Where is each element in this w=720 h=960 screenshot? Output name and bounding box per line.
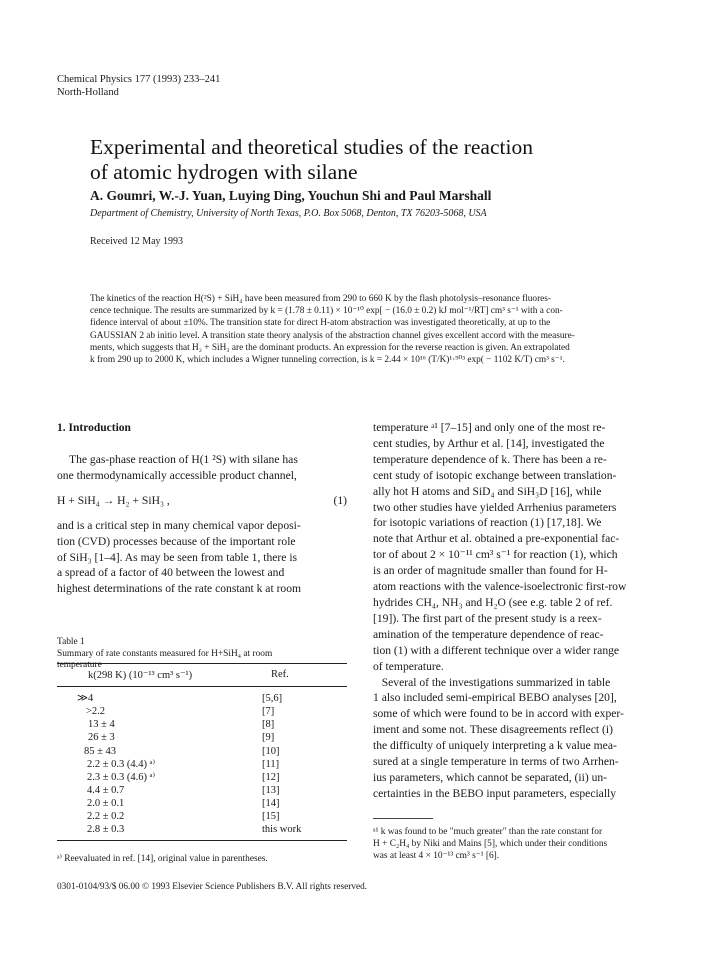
abstract-line: The kinetics of the reaction H(²S) + SiH₄ have been measured from 290 to 660 K by the flash photolysis–resonance fluores- (90, 294, 552, 304)
equation-number: (1) (333, 493, 347, 507)
abstract (90, 293, 650, 366)
table-body (0, 692, 350, 837)
body-line: iment and some not. These disagreements reflect (i) (373, 723, 613, 737)
body-line: tion (CVD) processes because of the important role (57, 534, 296, 548)
table-row (0, 797, 350, 810)
table-cell-ref: [14] (262, 798, 280, 810)
table-cell-ref: [5,6] (262, 693, 283, 704)
body-line: cent studies, by Arthur et al. [14], investigated the (373, 436, 605, 450)
body-line: ally hot H atoms and SiD₄ and SiH₃D [16], while (373, 484, 602, 498)
section-heading: 1. Introduction (57, 422, 131, 434)
article-title (90, 135, 650, 185)
table-cell-value: 85 ± 43 (84, 745, 117, 757)
body-line: one thermodynamically accessible product channel, (57, 468, 297, 482)
abstract-line: fidence interval of about ±10%. The transition state for direct H-atom abstraction was investigated theoretically, at up to the (90, 318, 551, 329)
table-cell-ref: [8] (262, 719, 275, 731)
journal-citation (57, 73, 220, 99)
table-bottom-rule (57, 840, 347, 841)
table-cell-value: >2.2 (86, 706, 106, 718)
table-cell-value: 26 ± 3 (88, 732, 115, 744)
footnote-line: ᵃ¹ k was found to be "much greater" than the rate constant for (373, 827, 603, 837)
table-cell-ref: [7] (262, 706, 275, 718)
table-row (0, 810, 350, 823)
footnote (373, 826, 668, 863)
abstract-line: GAUSSIAN 2 ab initio level. A transition state theory analysis of the abstraction channel gives excellent accord with the measure- (90, 330, 575, 341)
table-header-rule (57, 686, 347, 687)
table-cell-value: 2.8 ± 0.3 (87, 824, 125, 836)
footnote-line: H + C₂H₄ by Niki and Mains [5], which under their conditions (373, 839, 608, 850)
left-column (57, 452, 347, 597)
right-column (373, 420, 665, 802)
body-line: two other studies have yielded Arrhenius parameters (373, 500, 617, 514)
copyright-line: 0301-0104/93/$ 06.00 © 1993 Elsevier Science Publishers B.V. All rights reserved. (57, 882, 368, 892)
received-date: Received 12 May 1993 (90, 236, 184, 247)
body-line: amination of the temperature dependence of reac- (373, 627, 604, 641)
table-row (0, 718, 350, 731)
body-line: temperature dependence of k. There has been a re- (373, 452, 607, 466)
body-line: Several of the investigations summarized in table (373, 675, 611, 689)
table-cell-value: 2.2 ± 0.3 (4.4) ᵃ⁾ (87, 758, 156, 770)
body-line: The gas-phase reaction of H(1 ²S) with silane has (69, 453, 298, 466)
body-line: cent study of isotopic exchange between translation- (373, 468, 617, 482)
body-line: and is a critical step in many chemical vapor deposi- (57, 518, 301, 532)
table-caption-line: temperature (57, 660, 102, 671)
body-line: tor of about 2 × 10⁻¹¹ cm³ s⁻¹ for reaction (1), which (373, 548, 618, 562)
table-cell-ref: [12] (262, 771, 280, 783)
body-line: the difficulty of uniquely interpreting a k value mea- (373, 739, 617, 753)
author-list: A. Goumri, W.-J. Yuan, Luying Ding, Youchun Shi and Paul Marshall (90, 188, 492, 203)
table-col-header-k: k(298 K) (10⁻¹³ cm³ s⁻¹) (88, 670, 193, 681)
table-row (0, 705, 350, 718)
body-line: highest determinations of the rate constant k at room (57, 582, 302, 596)
body-line: tion (1) with a different technique over a wider range (373, 643, 620, 657)
equation-row (57, 493, 347, 509)
publisher-line: North-Holland (57, 87, 119, 98)
table-caption (57, 637, 347, 672)
body-line: atom reactions with the valence-isoelectronic first-row (373, 580, 627, 594)
table-row (0, 731, 350, 744)
body-line: temperature ᵃ¹ [7–15] and only one of the most re- (373, 421, 606, 434)
journal-volume-line: Chemical Physics 177 (1993) 233–241 (57, 74, 221, 85)
table-cell-value: 2.0 ± 0.1 (87, 798, 125, 810)
title-line-2: of atomic hydrogen with silane (90, 160, 358, 184)
table-caption-line: Summary of rate constants measured for H+SiH₄ at room (57, 648, 273, 659)
table-top-rule (57, 663, 347, 664)
body-line: 1 also included semi-empirical BEBO analyses [20], (373, 691, 617, 705)
table-cell-ref: [11] (262, 758, 280, 770)
abstract-line: k from 290 up to 2000 K, which includes a Wigner tunneling correction, is k = 2.44 × 10¹⁶ (T/K)¹·⁹⁰³ exp( − 1102 K/T) cm³ s⁻¹. (90, 355, 565, 366)
footnote-rule (373, 818, 433, 819)
equation: H + SiH₄ → H₂ + SiH₃ , (57, 493, 170, 507)
body-line: of SiH₃ [1–4]. As may be seen from table 1, there is (57, 550, 298, 564)
table-row (0, 823, 350, 836)
table-footnote: ᵃ⁾ Reevaluated in ref. [14], original value in parentheses. (57, 854, 268, 864)
table-row (0, 692, 350, 705)
body-line: is an order of magnitude smaller than found for H- (373, 564, 608, 578)
body-line: note that Arthur et al. obtained a pre-exponential fac- (373, 532, 620, 546)
table-row (0, 784, 350, 797)
affiliation: Department of Chemistry, University of North Texas, P.O. Box 5068, Denton, TX 76203-5068, USA (90, 208, 487, 219)
table-col-header-ref: Ref. (271, 669, 289, 680)
body-line: certainties in the BEBO input parameters, especially (373, 786, 617, 800)
table-cell-value: 4.4 ± 0.7 (87, 784, 125, 796)
table-cell-value: 2.3 ± 0.3 (4.6) ᵃ⁾ (87, 771, 156, 783)
table-cell-value: 2.2 ± 0.2 (87, 811, 125, 823)
table-label: Table 1 (57, 637, 85, 647)
body-line: a spread of a factor of 40 between the lowest and (57, 566, 285, 580)
body-line: hydrides CH₄, NH₃ and H₂O (see e.g. table 2 of ref. (373, 595, 613, 609)
table-cell-ref: [15] (262, 811, 280, 823)
table-cell-value: 13 ± 4 (88, 719, 115, 731)
table-cell-ref: [10] (262, 745, 280, 757)
body-line: of temperature. (373, 659, 444, 673)
body-line: [19]). The first part of the present study is a reex- (373, 611, 602, 625)
footnote-line: was at least 4 × 10⁻¹³ cm³ s⁻¹ [6]. (373, 851, 500, 862)
body-line: sured at a single temperature in terms of two Arrhen- (373, 755, 619, 769)
abstract-line: cence technique. The results are summarized by k = (1.78 ± 0.11) × 10⁻¹⁰ exp[ − (16.0 ± 0.2) kJ mol⁻¹/RT] cm³ s⁻¹ with a con- (90, 306, 563, 317)
table-cell-ref: [9] (262, 732, 275, 744)
table-row (0, 758, 350, 771)
table-row (0, 745, 350, 758)
body-line: ius parameters, which cannot be separated, (ii) un- (373, 770, 608, 784)
body-line: for isotopic variations of reaction (1) [17,18]. We (373, 516, 602, 530)
abstract-line: ments, which suggests that H₂ + SiH₃ are the dominant products. An expression for the reverse reaction is given. An extrapolated (90, 342, 570, 353)
table-row (0, 771, 350, 784)
body-line: some of which were found to be in accord with exper- (373, 707, 624, 721)
title-line-1: Experimental and theoretical studies of the reaction (90, 135, 533, 159)
table-cell-ref: [13] (262, 784, 280, 796)
table-cell-value: ≫4 (77, 693, 94, 704)
table-cell-ref: this work (262, 824, 302, 836)
